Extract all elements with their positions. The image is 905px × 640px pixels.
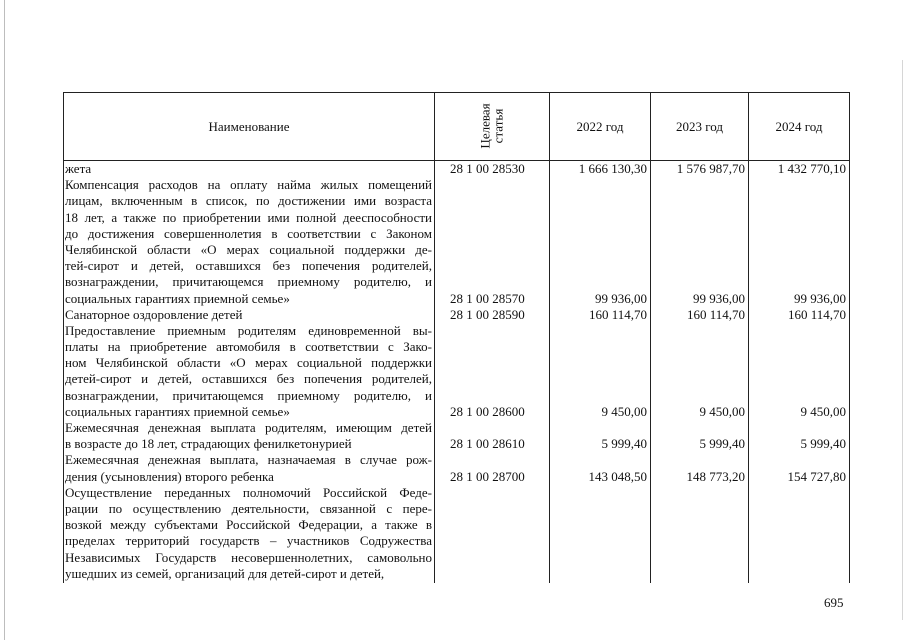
amount-2022-cell: 5 999,40 <box>601 436 647 452</box>
description-line: Челябинской области «О мерах социальной поддержки де- <box>65 241 432 257</box>
header-2024-label: 2024 год <box>775 118 823 134</box>
description-line: детей-сирот и детей, оставшихся без попечения родителей, <box>65 371 432 387</box>
description-line: Компенсация расходов на оплату найма жилых помещений <box>65 177 432 193</box>
amount-2023-cell: 1 576 987,70 <box>676 161 745 176</box>
amount-2024-cell <box>749 274 849 290</box>
target-article-cell <box>435 177 549 193</box>
target-article-cell <box>435 274 549 290</box>
amount-2023-cell: 99 936,00 <box>693 290 745 306</box>
page-edge-line <box>902 60 903 620</box>
amount-2023-cell <box>651 371 748 387</box>
amount-2024-cell <box>749 339 849 355</box>
description-line: социальных гарантиях приемной семье» <box>65 403 290 419</box>
page-number: 695 <box>824 595 844 610</box>
target-article-cell <box>435 388 549 404</box>
target-article-cell: 28 1 00 28700 <box>450 468 525 484</box>
amount-2024-cell <box>749 323 849 339</box>
column-header-target-article <box>435 93 550 161</box>
column-header-2023 <box>651 93 749 161</box>
amount-2024-cell <box>749 226 849 242</box>
target-article-cell: 28 1 00 28570 <box>450 290 525 306</box>
amount-2022-cell <box>550 274 650 290</box>
amount-2022-cell: 99 936,00 <box>595 290 647 306</box>
target-article-cell: 28 1 00 28610 <box>450 436 525 452</box>
header-target-article-label <box>479 103 505 148</box>
amount-2022-cell <box>550 452 650 468</box>
amount-2022-cell <box>550 420 650 436</box>
amount-2024-cell: 154 727,80 <box>787 468 846 484</box>
description-line: ушедших из семей, организаций для детей-сирот и детей, <box>65 565 385 581</box>
amount-2024-cell <box>749 210 849 226</box>
amount-2024-cell: 160 114,70 <box>787 306 846 322</box>
amount-2024-cell <box>749 420 849 436</box>
amount-2023-cell: 5 999,40 <box>699 436 745 452</box>
target-article-cell <box>435 371 549 387</box>
amount-2024-cell <box>749 371 849 387</box>
target-article-cell <box>435 258 549 274</box>
description-line: ном Челябинской области «О мерах социальной поддержки <box>65 355 432 371</box>
amount-2023-cell <box>651 355 748 371</box>
description-line: Ежемесячная денежная выплата, назначаемая в случае рож- <box>65 452 432 468</box>
amount-2024-cell <box>749 193 849 209</box>
amount-2024-cell <box>749 355 849 371</box>
target-article-cell <box>435 420 549 436</box>
amount-2024-cell <box>749 452 849 468</box>
table-header-row <box>64 93 850 161</box>
target-article-cell <box>435 323 549 339</box>
amount-2023-cell <box>651 242 748 258</box>
description-line: жета <box>65 161 92 176</box>
header-name-label: Наименование <box>208 118 290 134</box>
header-target-line1: Целевая <box>477 102 493 149</box>
amount-2022-cell <box>550 323 650 339</box>
amount-2023-cell <box>651 339 748 355</box>
header-target-line2: статья <box>490 108 506 143</box>
amount-2023-cell <box>651 177 748 193</box>
budget-table <box>63 92 850 583</box>
column-header-2022 <box>550 93 651 161</box>
description-line: платы на приобретение автомобиля в соответствии с Зако- <box>65 339 432 355</box>
description-line: лицам, включенным в список, по достижении ими возраста <box>65 193 432 209</box>
amount-2023-cell <box>651 323 748 339</box>
header-2023-label: 2023 год <box>676 118 723 134</box>
description-line: пределах территорий государств – участников Содружества <box>65 533 432 549</box>
amount-2024-cell: 99 936,00 <box>794 290 846 306</box>
column-header-2024 <box>749 93 850 161</box>
description-line: Осуществление переданных полномочий Российской Феде- <box>65 484 432 500</box>
amount-2023-cell <box>651 258 748 274</box>
target-article-cell <box>435 339 549 355</box>
amount-2022-cell: 160 114,70 <box>588 306 647 322</box>
amount-2022-cell <box>550 339 650 355</box>
amount-2024-cell: 9 450,00 <box>800 403 846 419</box>
amount-2022-cell <box>550 388 650 404</box>
amount-2022-cell: 9 450,00 <box>601 403 647 419</box>
amount-2022-cell <box>550 177 650 193</box>
amount-2023-cell <box>651 226 748 242</box>
amount-2023-cell <box>651 388 748 404</box>
amount-2023-cell <box>651 210 748 226</box>
target-article-cell <box>435 355 549 371</box>
target-article-cell: 28 1 00 28590 <box>450 306 525 322</box>
amount-2024-cell <box>749 388 849 404</box>
amount-2023-cell <box>651 193 748 209</box>
amount-2023-cell <box>651 420 748 436</box>
description-line: Санаторное оздоровление детей <box>65 306 243 322</box>
table-body-row <box>64 161 850 584</box>
target-article-cell <box>435 193 549 209</box>
target-article-cell: 28 1 00 28600 <box>450 403 525 419</box>
description-line: вознаграждении, причитающемся приемному родителю, и <box>65 387 432 403</box>
target-article-cell <box>435 242 549 258</box>
amount-2024-cell <box>749 258 849 274</box>
description-line: в возрасте до 18 лет, страдающих фенилкетонурией <box>65 436 352 452</box>
amount-2024-cell <box>749 177 849 193</box>
amount-2022-cell <box>550 210 650 226</box>
description-line: вознаграждении, причитающемся приемному родителю, и <box>65 274 432 290</box>
target-article-cell <box>435 210 549 226</box>
description-line: 18 лет, а также по приобретении ими полной дееспособности <box>65 209 432 225</box>
amount-2022-cell <box>550 258 650 274</box>
amount-2024-cell <box>749 242 849 258</box>
description-line: тей-сирот и детей, оставшихся без попечения родителей, <box>65 258 432 274</box>
amount-2023-column <box>651 161 749 584</box>
amount-2022-cell <box>550 242 650 258</box>
target-article-cell: 28 1 00 28530 <box>450 161 525 176</box>
amount-2022-cell: 1 666 130,30 <box>578 161 647 176</box>
amount-2024-cell: 1 432 770,10 <box>777 161 846 176</box>
target-article-cell <box>435 452 549 468</box>
amount-2023-cell <box>651 452 748 468</box>
description-line: Независимых Государств несовершеннолетних, самовольно <box>65 549 432 565</box>
amount-2024-column <box>749 161 850 584</box>
amount-2022-cell: 143 048,50 <box>588 468 647 484</box>
amount-2023-cell <box>651 274 748 290</box>
amount-2023-cell: 148 773,20 <box>686 468 745 484</box>
amount-2022-column <box>550 161 651 584</box>
name-column <box>64 161 435 584</box>
amount-2022-cell <box>550 226 650 242</box>
description-line: возкой между субъектами Российской Федерации, а также в <box>65 517 432 533</box>
amount-2023-cell: 160 114,70 <box>686 306 745 322</box>
description-line: Ежемесячная денежная выплата родителям, имеющим детей <box>65 420 432 435</box>
description-line: дения (усыновления) второго ребенка <box>65 468 274 484</box>
amount-2024-cell: 5 999,40 <box>800 436 846 452</box>
column-header-name <box>64 93 435 161</box>
description-line: социальных гарантиях приемной семье» <box>65 290 290 306</box>
amount-2023-cell: 9 450,00 <box>699 403 745 419</box>
amount-2022-cell <box>550 193 650 209</box>
target-article-column <box>435 161 550 584</box>
description-line: до достижения совершеннолетия в соответствии с Законом <box>65 225 432 241</box>
target-article-cell <box>435 226 549 242</box>
amount-2022-cell <box>550 371 650 387</box>
page-edge-line <box>4 0 5 640</box>
description-line: Предоставление приемным родителям единовременной вы- <box>65 322 432 338</box>
amount-2022-cell <box>550 355 650 371</box>
header-2022-label: 2022 год <box>576 118 624 134</box>
description-line: рации по осуществлению деятельности, связанной с пере- <box>65 500 432 516</box>
